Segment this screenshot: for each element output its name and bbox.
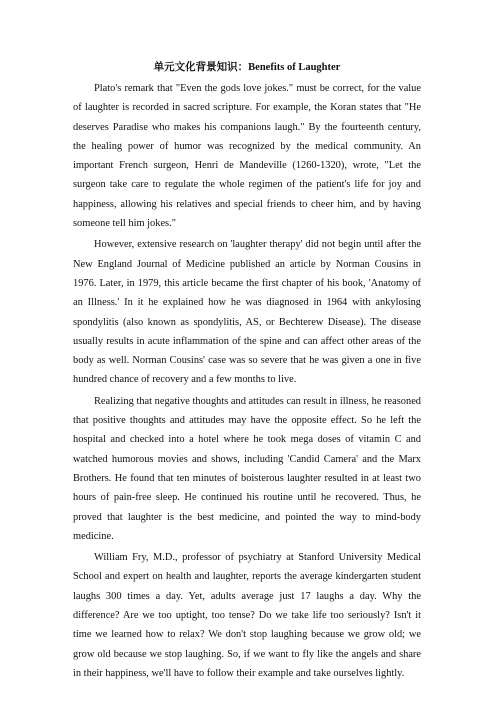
document-title: 单元文化背景知识：Benefits of Laughter	[153, 62, 341, 73]
paragraph-4: William Fry, M.D., professor of psychiatry at Stanford University Medical School and expert on health and laughter, reports the average kindergarten student laughs 300 times a day. Yet, adults average just 17 laughs a day. Why the difference? Are we too uptight, too tense? Do we take life too seriously? Isn't it time we learned how to relax? We don't stop laughing because we grow old; we grow old because we stop laughing. So, if we want to fly like the angels and share in their happiness, we'll have to follow their example and take ourselves lightly.	[73, 552, 421, 679]
document-page	[73, 60, 421, 685]
paragraph-1: Plato's remark that "Even the gods love jokes." must be correct, for the value of laughter is recorded in sacred scripture. For example, the Koran states that "He deserves Paradise who makes his companions laugh." By the fourteenth century, the healing power of humor was recognized by the medical community. An important French surgeon, Henri de Mandeville (1260-1320), wrote, "Let the surgeon take care to regulate the whole regimen of the patient's life for joy and happiness, allowing his relatives and special friends to cheer him, and by having someone tell him jokes."	[73, 83, 421, 230]
paragraph-2: However, extensive research on 'laughter therapy' did not begin until after the New England Journal of Medicine published an article by Norman Cousins in 1976. Later, in 1979, this article became the first chapter of his book, 'Anatomy of an Illness.' In it he explained how he was diagnosed in 1964 with ankylosing spondylitis (also known as spondylitis, AS, or Bechterew Disease). The disease usually results in acute inflammation of the spine and can affect other areas of the body as well. Norman Cousins' case was so severe that he was given a one in five hundred chance of recovery and a few months to live.	[73, 239, 421, 386]
paragraph-3: Realizing that negative thoughts and attitudes can result in illness, he reasoned that positive thoughts and attitudes may have the opposite effect. So he left the hospital and checked into a hotel where he took mega doses of vitamin C and watched humorous movies and shows, including 'Candid Camera' and the Marx Brothers. He found that ten minutes of boisterous laughter resulted in at least two hours of pain-free sleep. He continued his routine until he recovered. Thus, he proved that laughter is the best medicine, and pointed the way to mind-body medicine.	[73, 395, 421, 542]
